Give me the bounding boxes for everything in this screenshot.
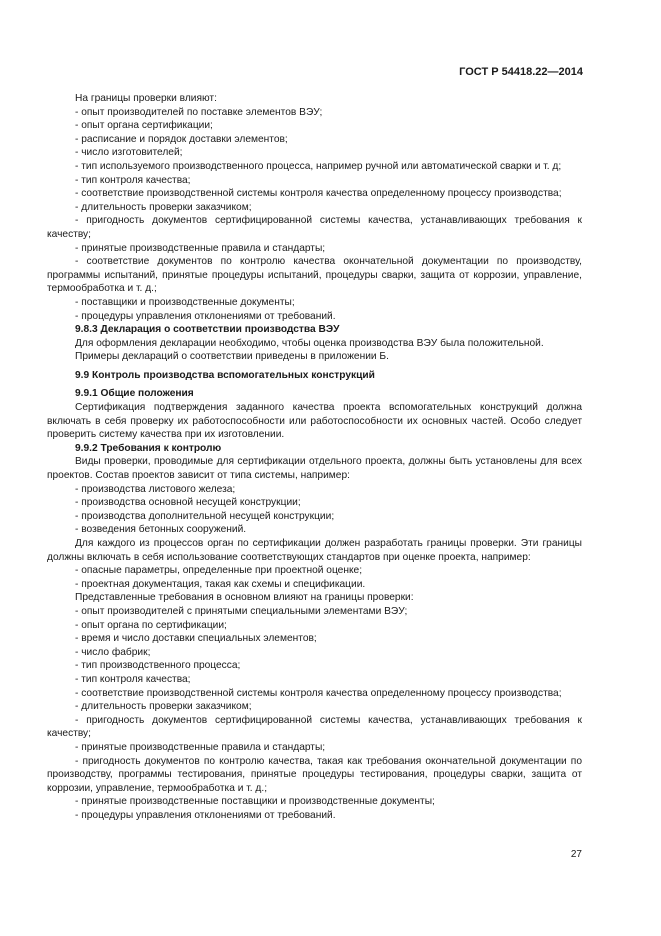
list-item: - соответствие производственной системы контроля качества определенному процессу производства; [75,687,562,699]
list-item: - число изготовителей; [75,147,183,159]
paragraph: Виды проверки, проводимые для сертификации отдельного проекта, должны быть установлены для всех проектов. Состав проектов зависит от типа системы, например: [47,456,582,482]
list-item: - тип контроля качества; [75,673,191,685]
section-heading: 9.9 Контроль производства вспомогательных конструкций [75,369,375,381]
page-body [47,92,582,822]
list-item: - принятые производственные правила и стандарты; [75,741,326,753]
paragraph: Для оформления декларации необходимо, чтобы оценка производства ВЭУ была положительной. [75,337,544,349]
list-item: - опыт органа сертификации; [75,120,213,132]
list-item: - число фабрик; [75,646,151,658]
list-item: - процедуры управления отклонениями от требований. [75,809,336,821]
page-number: 27 [570,849,582,860]
section-heading: 9.8.3 Декларация о соответствии производства ВЭУ [75,324,340,336]
paragraph: На границы проверки влияют: [75,93,217,104]
list-item: - принятые производственные поставщики и производственные документы; [75,796,435,808]
paragraph: Представленные требования в основном влияют на границы проверки: [75,592,414,604]
list-item: - время и число доставки специальных элементов; [75,633,317,645]
list-item: - соответствие производственной системы контроля качества определенному процессу производства; [75,188,562,200]
list-item: - опыт производителей с принятыми специальными элементами ВЭУ; [75,605,408,617]
list-item: - производства листового железа; [75,483,236,495]
list-item: - длительность проверки заказчиком; [75,701,252,713]
standard-header: ГОСТ Р 54418.22—2014 [459,66,583,78]
paragraph: Примеры деклараций о соответствии приведены в приложении Б. [75,351,389,363]
list-item: - пригодность документов по контролю качества, такая как требования окончательной документации по производству, программы тестирования, принятые процедуры тестирования, процедуры сварки, защита от коррозии, управление, термообработка и т. д.; [47,755,582,794]
list-item: - пригодность документов сертифицированной системы качества, устанавливающих требования к качеству; [47,215,582,240]
list-item: - опасные параметры, определенные при проектной оценке; [75,565,363,577]
list-item: - производства дополнительной несущей конструкции; [75,510,335,522]
section-heading: 9.9.2 Требования к контролю [75,442,222,454]
list-item: - тип используемого производственного процесса, например ручной или автоматической сварки и т. д; [75,160,562,172]
list-item: - поставщики и производственные документы; [75,296,295,308]
list-item: - пригодность документов сертифицированной системы качества, устанавливающих требования к качеству; [47,714,582,740]
section-heading: 9.9.1 Общие положения [75,388,194,400]
list-item: - опыт производителей по поставке элементов ВЭУ; [75,106,323,118]
list-item: - соответствие документов по контролю качества окончательной документации по производству, программы испытаний, принятые процедуры испытаний, процедуры сварки, защита от коррозии, управление, термообработка и т. д.; [47,256,582,295]
list-item: - проектная документация, такая как схемы и спецификации. [75,578,366,590]
paragraph: Для каждого из процессов орган по сертификации должен разработать границы проверки. Эти границы должны включать в себя использование соответствующих стандартов при оценке проекта, например: [47,538,582,563]
list-item: - длительность проверки заказчиком; [75,201,252,213]
list-item: - производства основной несущей конструкции; [75,497,301,509]
list-item: - опыт органа по сертификации; [75,619,227,631]
list-item: - тип контроля качества; [75,174,191,186]
list-item: - расписание и порядок доставки элементов; [75,133,288,145]
list-item: - процедуры управления отклонениями от требований. [75,310,336,322]
paragraph: Сертификация подтверждения заданного качества проекта вспомогательных конструкций должна включать в себя проверку их работоспособности или работоспособности их основных частей. Особо следует проверить систему качества при их изготовлении. [47,402,582,441]
list-item: - принятые производственные правила и стандарты; [75,242,326,254]
list-item: - тип производственного процесса; [75,660,241,672]
list-item: - возведения бетонных сооружений. [75,524,247,536]
